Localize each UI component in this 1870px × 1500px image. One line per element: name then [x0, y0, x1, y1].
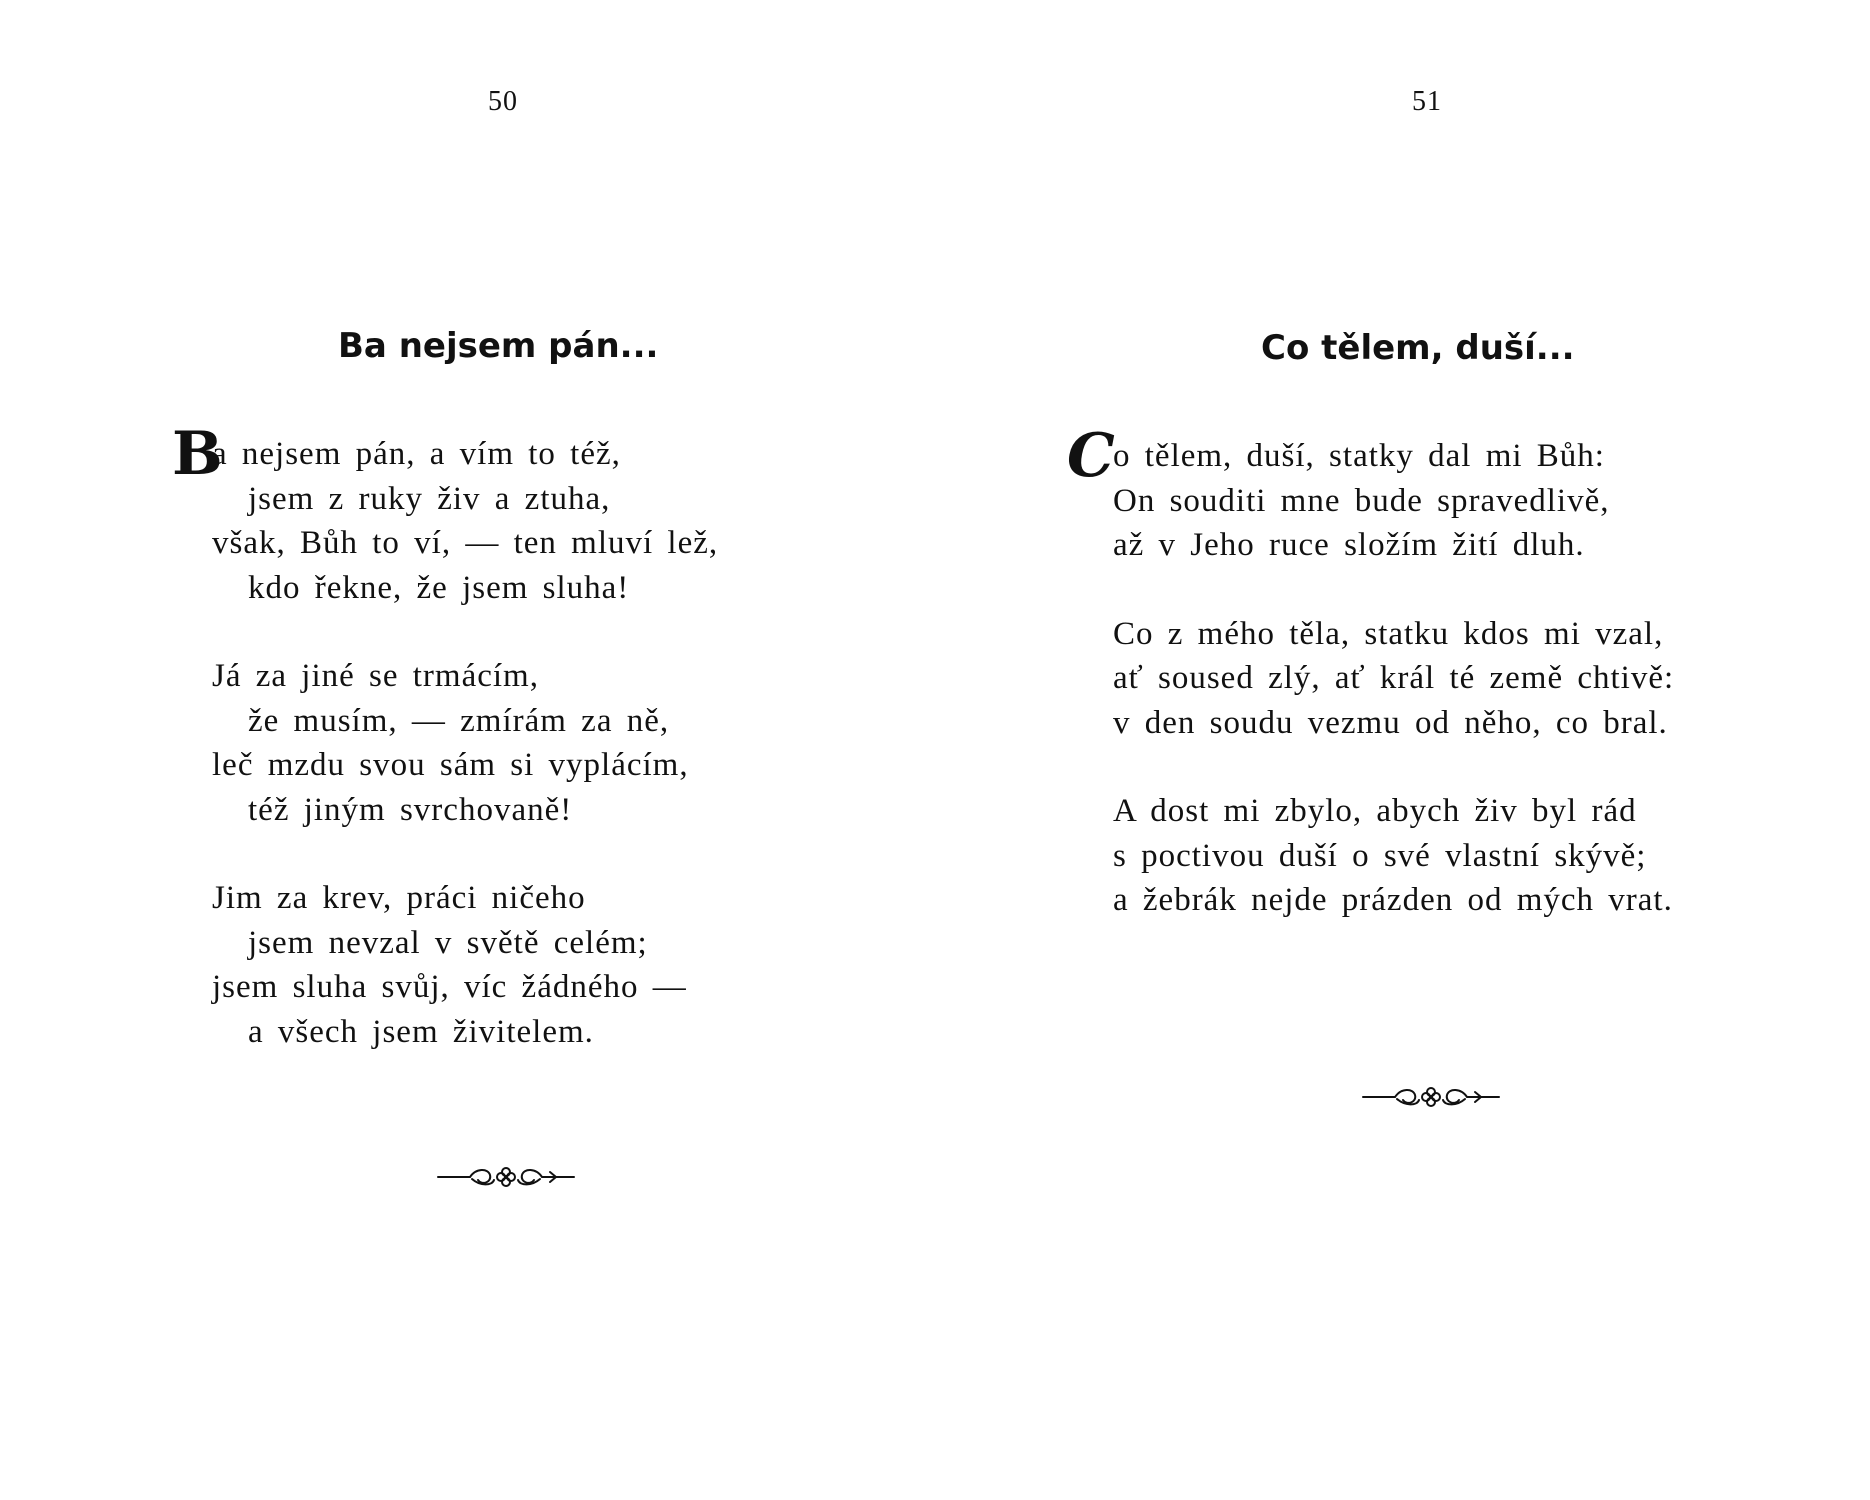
verse-line: On souditi mne bude spravedlivě,: [1113, 482, 1610, 519]
poem-title-text: Co tělem, duší: [1261, 328, 1536, 368]
page-number: 51: [1412, 86, 1442, 117]
stanza: [212, 432, 718, 610]
verse-line: s poctivou duší o své vlastní skývě;: [1113, 837, 1647, 874]
verse-line: a všech jsem živitelem.: [248, 1013, 594, 1050]
verse-line: jsem sluha svůj, víc žádného —: [212, 969, 687, 1005]
verse-line: Co z mého těla, statku kdos mi vzal,: [1113, 615, 1664, 652]
stanza: [1113, 789, 1674, 923]
verse-line: též jiným svrchovaně!: [248, 791, 573, 828]
verse-line: a nejsem pán, a vím to též,: [212, 436, 621, 472]
stanza: [1113, 612, 1674, 746]
verse-line: o tělem, duší, statky dal mi Bůh:: [1113, 438, 1605, 474]
floral-ornament-icon: [1361, 1080, 1501, 1114]
page-number: 50: [488, 86, 518, 117]
verse-line: však, Bůh to ví, — ten mluví lež,: [212, 525, 719, 561]
verse-line: jsem nevzal v světě celém;: [248, 924, 648, 961]
verse-line: v den soudu vezmu od něho, co bral.: [1113, 704, 1668, 741]
verse-line: ať soused zlý, ať král té země chtivě:: [1113, 660, 1675, 696]
verse-line: Já za jiné se trmácím,: [212, 658, 539, 694]
verse-line: a žebrák nejde prázden od mých vrat.: [1113, 882, 1673, 918]
poem-title-ellipsis: ...: [1535, 328, 1575, 368]
verse-line: leč mzdu svou sám si vyplácím,: [212, 747, 689, 783]
drop-cap: B: [172, 419, 224, 489]
stanza: [212, 876, 718, 1054]
verse-line: jsem z ruky živ a ztuha,: [248, 480, 611, 517]
verse-line: až v Jeho ruce složím žití dluh.: [1113, 527, 1585, 563]
stanza: [212, 654, 718, 832]
poem-title: [1261, 328, 1575, 368]
floral-ornament-icon: [436, 1160, 576, 1194]
verse-line: kdo řekne, že jsem sluha!: [248, 569, 630, 606]
poem-title: [338, 326, 658, 366]
page-right: [935, 0, 1870, 1500]
poem-title-ellipsis: ...: [619, 326, 659, 366]
verse-line: že musím, — zmírám za ně,: [248, 702, 670, 739]
poem-title-text: Ba nejsem pán: [338, 326, 620, 366]
stanza: [1113, 434, 1674, 568]
poem-body: [172, 419, 719, 1098]
drop-cap: C: [1067, 421, 1116, 491]
poem-body: [1067, 421, 1675, 967]
verse-line: Jim za krev, práci ničeho: [212, 880, 586, 916]
verse-line: A dost mi zbylo, abych živ byl rád: [1113, 793, 1637, 829]
